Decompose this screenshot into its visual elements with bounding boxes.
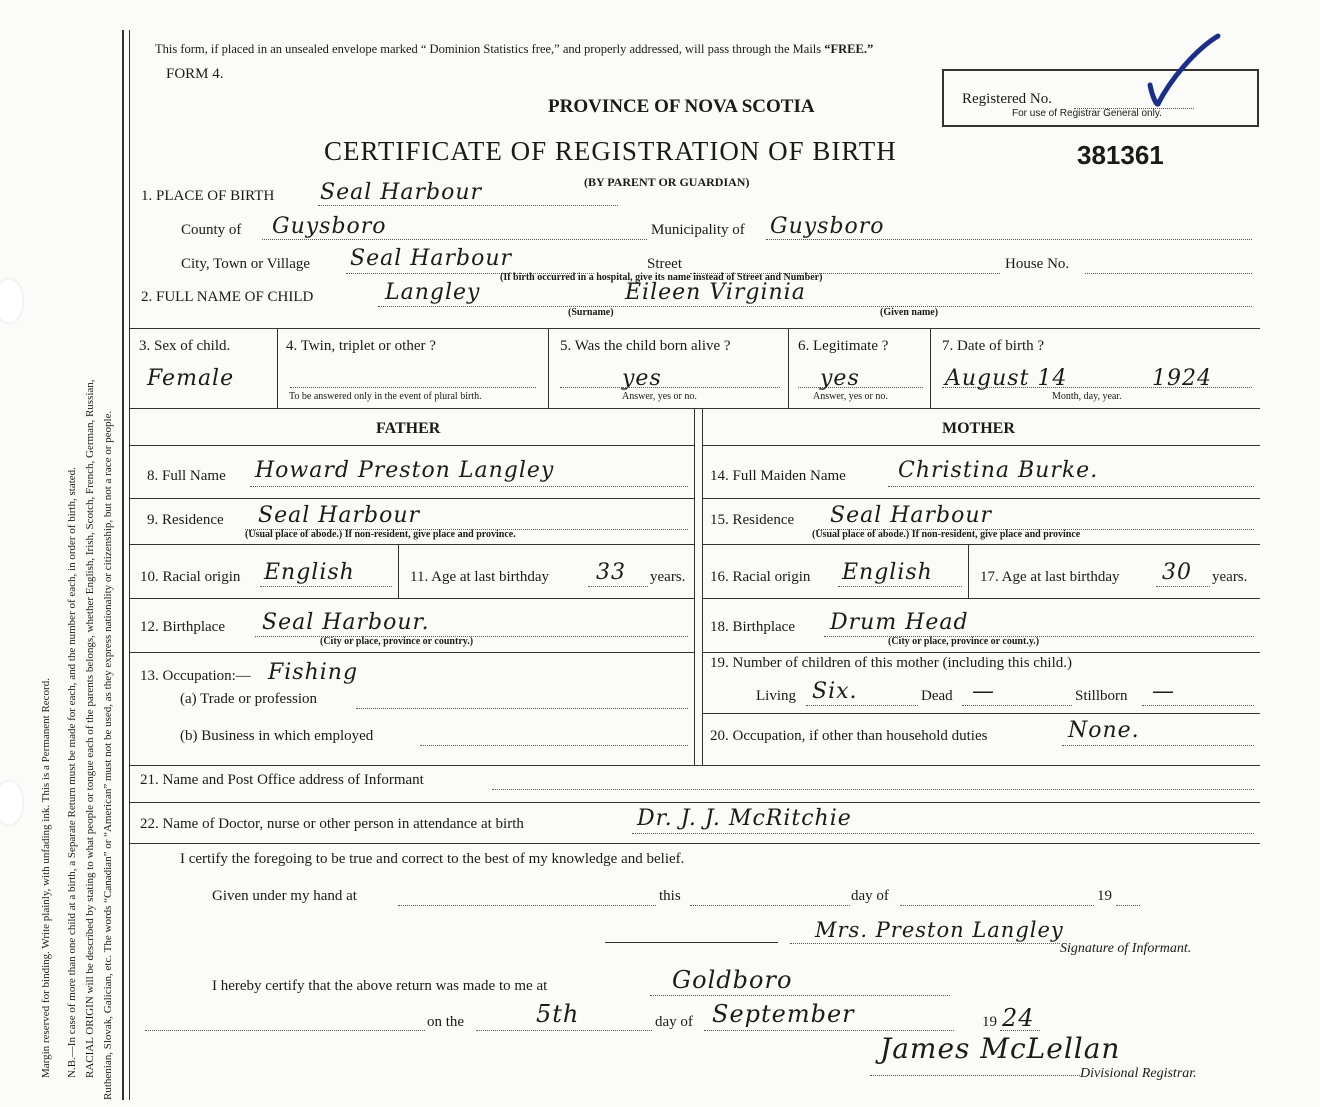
certify-text: I certify the foregoing to be true and correct to the best of my knowledge and belief.: [180, 851, 685, 867]
father-res-note: (Usual place of abode.) If non-resident, give place and province.: [245, 529, 516, 540]
day-value: 5th: [536, 1000, 580, 1028]
mother-race-value: English: [842, 560, 933, 585]
county-label: County of: [181, 222, 242, 238]
given-label: Given under my hand at: [212, 888, 357, 904]
mother-rule-3: [702, 598, 1260, 599]
certificate-number: 381361: [1077, 140, 1164, 170]
mother-rule-2: [702, 544, 1260, 545]
father-race-label: 10. Racial origin: [140, 569, 241, 585]
municipality-label: Municipality of: [651, 222, 745, 238]
informant-line: [492, 789, 1254, 790]
father-years: years.: [650, 569, 686, 585]
dob-line: [942, 387, 1252, 388]
hereby-place: Goldboro: [672, 966, 793, 994]
father-age-label: 11. Age at last birthday: [410, 569, 549, 585]
mother-occ-line: [1062, 745, 1254, 746]
street-label: Street: [647, 256, 682, 272]
father-race-divider: [398, 544, 399, 598]
dead-line: [962, 705, 1072, 706]
mother-heading-rule: [702, 445, 1260, 446]
child-name-line: [378, 306, 1252, 307]
day-line: [476, 1030, 652, 1031]
father-rule-1: [130, 498, 695, 499]
father-name-label: 8. Full Name: [147, 468, 226, 484]
mother-rule-1: [702, 498, 1260, 499]
registrar-note: For use of Registrar General only.: [1012, 108, 1162, 119]
dob-year: 1924: [1152, 366, 1212, 391]
mother-years: years.: [1212, 569, 1248, 585]
sex-label: 3. Sex of child.: [139, 338, 231, 354]
house-label: House No.: [1005, 256, 1070, 272]
doctor-value: Dr. J. J. McRitchie: [637, 806, 852, 831]
registrar-signature: James McLellan: [880, 1032, 1121, 1065]
place-line: [318, 205, 618, 206]
year-printed: 19: [982, 1014, 997, 1030]
onthe-label: on the: [427, 1014, 465, 1030]
rule-row3-bottom: [130, 408, 1260, 409]
this-label: this: [659, 888, 681, 904]
year2-line: [1000, 1030, 1040, 1031]
father-business-line: [420, 745, 688, 746]
father-res-value: Seal Harbour: [258, 503, 421, 528]
informant-sig-line: [790, 943, 1060, 944]
postal-notice-free: “FREE.”: [824, 42, 874, 56]
mother-rule-4: [702, 652, 1260, 653]
registrar-sig-line: [870, 1075, 1080, 1076]
mother-race-line: [838, 586, 962, 587]
alive-label: 5. Was the child born alive ?: [560, 338, 731, 354]
mother-race-divider: [968, 544, 969, 598]
div-row3-c: [788, 328, 789, 408]
month-value: September: [712, 1000, 855, 1028]
mother-bp-value: Drum Head: [830, 610, 969, 635]
this-line: [690, 905, 850, 906]
living-label: Living: [756, 688, 796, 704]
house-line: [1085, 273, 1252, 274]
dead-label: Dead: [921, 688, 953, 704]
informant-label: 21. Name and Post Office address of Informant: [140, 772, 424, 788]
certificate-title: CERTIFICATE OF REGISTRATION OF BIRTH: [324, 136, 897, 166]
dayof-line: [900, 905, 1094, 906]
sex-value: Female: [147, 366, 235, 391]
father-rule-4: [130, 652, 695, 653]
living-line: [806, 705, 918, 706]
father-age-line: [588, 586, 648, 587]
father-age-value: 33: [596, 560, 626, 585]
sig-short-rule: [605, 942, 778, 943]
city-value: Seal Harbour: [350, 246, 513, 271]
child-given-name: Eileen Virginia: [625, 280, 806, 305]
father-rule-3: [130, 598, 695, 599]
margin-line-outer: [122, 30, 124, 1100]
year-line: [1116, 905, 1140, 906]
dayof2-label: day of: [655, 1014, 693, 1030]
mother-race-label: 16. Racial origin: [710, 569, 811, 585]
city-label: City, Town or Village: [181, 256, 311, 272]
father-rule-2: [130, 544, 695, 545]
mother-age-label: 17. Age at last birthday: [980, 569, 1120, 585]
father-bp-label: 12. Birthplace: [140, 619, 225, 635]
child-surname: Langley: [385, 280, 481, 305]
rule-row3-top: [130, 328, 1260, 329]
racial-note-1: RACIAL ORIGIN will be described by stating to what people or tongue each of the parents belongs, whether English, Irish, Scotch, French, German, Russian,: [84, 379, 96, 1078]
form-number: FORM 4.: [166, 66, 224, 82]
div-row3-b: [548, 328, 549, 408]
mother-occ-value: None.: [1068, 718, 1140, 743]
mother-bp-note: (City or place, province or count.y.): [888, 636, 1040, 647]
year-written: 24: [1002, 1004, 1035, 1032]
certificate-subtitle: (BY PARENT OR GUARDIAN): [584, 175, 750, 189]
dayof-label: day of: [851, 888, 889, 904]
check-mark: [1140, 30, 1230, 110]
father-occ-label: 13. Occupation:—: [140, 668, 251, 684]
nb-note: N.B.—In case of more than one child at a birth, a Separate Return must be made for each, and the number of each, in order of birth, stated.: [66, 467, 78, 1078]
mother-name-value: Christina Burke.: [898, 458, 1099, 483]
stillborn-line: [1142, 705, 1254, 706]
div-row3-a: [277, 328, 278, 408]
twin-line: [290, 387, 536, 388]
parents-divider-left: [694, 408, 695, 765]
father-res-label: 9. Residence: [147, 512, 224, 528]
postal-notice-text: This form, if placed in an unsealed envelope marked “ Dominion Statistics free,” and properly addressed, will pass through the Mails: [155, 42, 822, 56]
binding-hole-bottom: [0, 780, 24, 826]
postal-notice: [155, 42, 873, 57]
municipality-value: Guysboro: [770, 214, 885, 239]
rule-doctor-top: [130, 802, 1260, 803]
mother-age-line: [1156, 586, 1210, 587]
father-business-label: (b) Business in which employed: [180, 728, 374, 744]
mother-children-label: 19. Number of children of this mother (including this child.): [710, 655, 1073, 671]
mother-bp-label: 18. Birthplace: [710, 619, 795, 635]
dead-value: —: [972, 679, 995, 704]
registered-label: Registered No.: [962, 91, 1052, 107]
father-heading: FATHER: [376, 420, 441, 437]
alive-value: yes: [622, 366, 662, 391]
given-line: [398, 905, 656, 906]
div-row3-d: [930, 328, 931, 408]
father-bp-value: Seal Harbour.: [262, 610, 430, 635]
father-trade-label: (a) Trade or profession: [180, 691, 318, 707]
county-value: Guysboro: [272, 214, 387, 239]
dob-note: Month, day, year.: [1052, 391, 1122, 402]
registrar-caption: Divisional Registrar.: [1080, 1066, 1197, 1081]
alive-line: [560, 387, 780, 388]
mother-res-value: Seal Harbour: [830, 503, 993, 528]
province-heading: PROVINCE OF NOVA SCOTIA: [548, 96, 815, 117]
mother-age-value: 30: [1162, 560, 1192, 585]
legit-line: [798, 387, 923, 388]
stillborn-value: —: [1152, 679, 1175, 704]
twin-label: 4. Twin, triplet or other ?: [286, 338, 436, 354]
living-value: Six.: [812, 679, 858, 704]
dob-label: 7. Date of birth ?: [942, 338, 1045, 354]
legit-value: yes: [820, 366, 860, 391]
surname-caption: (Surname): [568, 307, 614, 318]
margin-note: Margin reserved for binding. Write plainly, with unfading ink. This is a Permanent Record.: [40, 678, 52, 1078]
rule-informant-top: [130, 765, 1260, 766]
year-prefix: 19: [1097, 888, 1112, 904]
legit-label: 6. Legitimate ?: [798, 338, 889, 354]
mother-res-label: 15. Residence: [710, 512, 795, 528]
place-of-birth-value: Seal Harbour: [320, 180, 483, 205]
father-race-line: [260, 586, 392, 587]
onthe-lead-line: [145, 1030, 425, 1031]
doctor-line: [632, 833, 1254, 834]
twin-note: To be answered only in the event of plural birth.: [289, 391, 482, 402]
municipality-line: [766, 239, 1252, 240]
hereby-text: I hereby certify that the above return was made to me at: [212, 978, 548, 994]
mother-occ-label: 20. Occupation, if other than household duties: [710, 728, 988, 744]
informant-caption: Signature of Informant.: [1060, 941, 1192, 956]
alive-note: Answer, yes or no.: [622, 391, 697, 402]
father-race-value: English: [264, 560, 355, 585]
mother-name-line: [888, 486, 1254, 487]
legit-note: Answer, yes or no.: [813, 391, 888, 402]
rule-cert-top: [130, 843, 1260, 844]
father-name-value: Howard Preston Langley: [255, 458, 555, 483]
father-occ-value: Fishing: [268, 660, 359, 685]
hereby-line: [650, 995, 950, 996]
informant-signature: Mrs. Preston Langley: [815, 918, 1064, 942]
parents-divider-right: [702, 408, 703, 765]
dob-value: August 14: [945, 366, 1068, 391]
racial-note-2: Ruthenian, Slovak, Galician, etc. The words “Canadian” or “American” must not be used, as they express nationality or citizenship, but not a race or people.: [102, 410, 114, 1100]
mother-name-label: 14. Full Maiden Name: [710, 468, 846, 484]
mother-rule-5: [702, 713, 1260, 714]
given-caption: (Given name): [880, 307, 939, 318]
father-trade-line: [356, 708, 688, 709]
father-heading-rule: [130, 445, 695, 446]
mother-res-note: (Usual place of abode.) If non-resident, give place and province: [812, 529, 1081, 540]
month-line: [704, 1030, 954, 1031]
county-line: [262, 239, 647, 240]
place-of-birth-label: 1. PLACE OF BIRTH: [141, 188, 275, 204]
mother-heading: MOTHER: [942, 420, 1015, 437]
binding-hole-top: [0, 278, 24, 324]
margin-line-inner: [129, 30, 130, 1100]
stillborn-label: Stillborn: [1075, 688, 1128, 704]
child-name-label: 2. FULL NAME OF CHILD: [141, 289, 314, 305]
father-name-line: [250, 486, 688, 487]
doctor-label: 22. Name of Doctor, nurse or other person in attendance at birth: [140, 816, 524, 832]
father-bp-note: (City or place, province or country.): [320, 636, 474, 647]
hospital-note: (If birth occurred in a hospital, give its name instead of Street and Number): [500, 272, 823, 283]
